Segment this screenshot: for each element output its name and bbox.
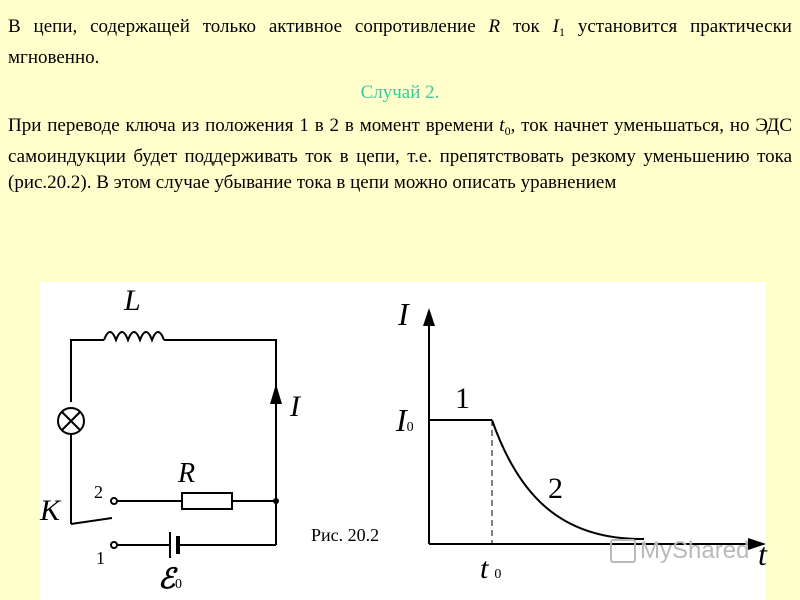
contact-1: [111, 542, 117, 548]
label-inductor: L: [124, 284, 141, 317]
emf-symbol: ℰ: [158, 564, 175, 595]
figure-caption: Рис. 20.2: [311, 525, 380, 545]
paragraph-case2: [8, 113, 792, 196]
contact-2: [111, 498, 117, 504]
label-emf: [158, 562, 182, 596]
paragraph-intro: [8, 14, 792, 71]
label-switch: K: [40, 494, 61, 527]
subscript: 0: [504, 124, 511, 138]
wire-right: [164, 340, 276, 545]
time-symbol: t: [480, 552, 489, 585]
graph-axis-x-label: t: [758, 536, 767, 572]
graph-decay-curve: [492, 420, 644, 539]
graph: [429, 322, 758, 544]
subscript: 1: [558, 25, 565, 39]
label-position-2: 2: [94, 482, 103, 502]
watermark-icon: [610, 539, 636, 563]
graph-time-label: [480, 552, 501, 586]
text-segment: ток: [500, 16, 553, 37]
level-subscript: 0: [406, 420, 414, 435]
var-t: t: [499, 115, 505, 136]
figure-20-2: [40, 282, 766, 600]
circuit-diagram: [58, 332, 276, 558]
label-position-1: 1: [96, 548, 105, 568]
graph-region-1: 1: [455, 382, 470, 415]
emf-subscript: 0: [174, 577, 182, 592]
case-heading: Случай 2.: [360, 82, 440, 103]
var-r: R: [488, 16, 501, 37]
inductor-coil: [104, 332, 164, 340]
level-symbol: I: [396, 402, 407, 438]
text-segment: В цепи, содержащей только активное сопротивление: [8, 16, 489, 37]
var-i: I: [552, 16, 559, 37]
label-current: I: [290, 390, 300, 423]
label-resistor: R: [178, 458, 196, 489]
graph-region-2: 2: [548, 472, 563, 505]
junction-dot: [273, 498, 279, 504]
graph-level-label: [396, 402, 414, 439]
wire-left-top: [71, 340, 104, 402]
resistor-icon: [182, 493, 232, 509]
text-segment: , ток начнет уменьшаться, но ЭДС самоиндукции будет поддерживать ток в цепи, т.е. препятствовать резкому уменьшению тока (рис.20.2). В этом случае убывание тока в цепи можно описать уравнением: [8, 115, 792, 193]
watermark: [610, 537, 749, 565]
text-segment: установится практически мгновенно.: [8, 16, 792, 68]
watermark-text: MyShared: [640, 537, 750, 564]
switch-blade: [71, 518, 112, 524]
time-subscript: 0: [494, 567, 502, 582]
current-arrow-icon: [270, 384, 282, 404]
graph-arrow-y-icon: [423, 308, 435, 326]
text-segment: При переводе ключа из положения 1 в 2 в момент времени: [8, 115, 500, 136]
graph-axis-y-label: I: [398, 296, 409, 332]
